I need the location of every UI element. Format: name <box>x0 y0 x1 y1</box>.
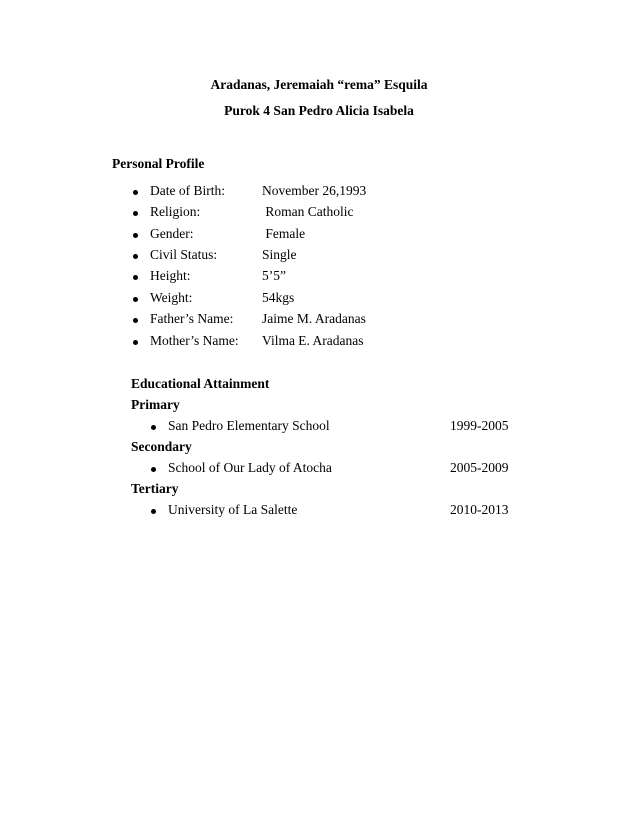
profile-value: Vilma E. Aradanas <box>262 333 364 348</box>
profile-label: Date of Birth: <box>150 183 225 198</box>
profile-value: Jaime M. Aradanas <box>262 311 366 326</box>
bullet-icon <box>133 190 138 195</box>
bullet-icon <box>133 340 138 345</box>
profile-label: Gender: <box>150 226 194 241</box>
personal-profile-heading: Personal Profile <box>112 156 205 171</box>
resume-address: Purok 4 San Pedro Alicia Isabela <box>224 103 414 118</box>
profile-value: 54kgs <box>262 290 295 305</box>
profile-label: Father’s Name: <box>150 311 234 326</box>
profile-value: Single <box>262 247 297 262</box>
bullet-icon <box>133 275 138 280</box>
bullet-icon <box>133 233 138 238</box>
school-years: 2010-2013 <box>450 502 509 517</box>
education-level-label: Secondary <box>131 439 192 454</box>
bullet-icon <box>151 467 156 472</box>
school-years: 1999-2005 <box>450 418 509 433</box>
bullet-icon <box>151 509 156 514</box>
bullet-icon <box>133 318 138 323</box>
school-years: 2005-2009 <box>450 460 509 475</box>
profile-value: November 26,1993 <box>262 183 367 198</box>
bullet-icon <box>133 297 138 302</box>
profile-label: Height: <box>150 268 191 283</box>
school-name: School of Our Lady of Atocha <box>168 460 332 475</box>
bullet-icon <box>151 425 156 430</box>
profile-label: Mother’s Name: <box>150 333 239 348</box>
profile-label: Religion: <box>150 204 201 219</box>
profile-value: Female <box>262 226 306 241</box>
resume-name: Aradanas, Jeremaiah “rema” Esquila <box>210 77 428 92</box>
school-name: San Pedro Elementary School <box>168 418 330 433</box>
education-level-label: Primary <box>131 397 180 412</box>
profile-label: Civil Status: <box>150 247 218 262</box>
bullet-icon <box>133 254 138 259</box>
profile-value: 5’5” <box>262 268 286 283</box>
profile-value: Roman Catholic <box>262 204 354 219</box>
education-level-label: Tertiary <box>131 481 179 496</box>
school-name: University of La Salette <box>168 502 298 517</box>
education-heading: Educational Attainment <box>131 376 270 391</box>
profile-label: Weight: <box>150 290 193 305</box>
bullet-icon <box>133 211 138 216</box>
